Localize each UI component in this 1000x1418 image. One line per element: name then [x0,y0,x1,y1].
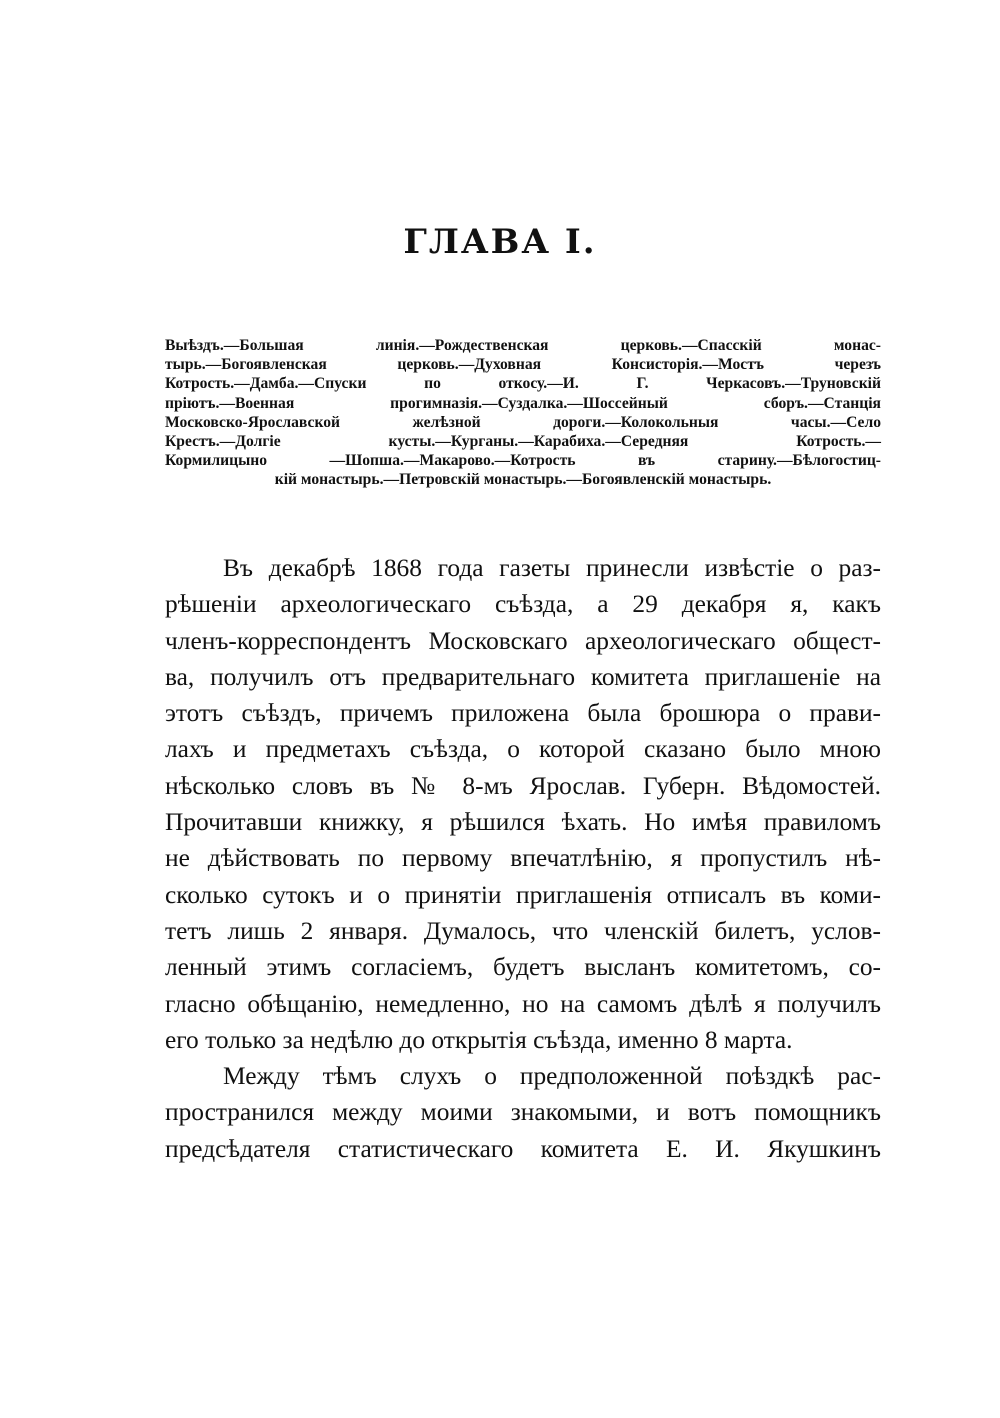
body-line: его только за недѣлю до открытія съѣзда, именно 8 марта. [165,1025,793,1054]
body-line: Между тѣмъ слухъ о предположенной поѣздкѣ рас- [223,1062,881,1091]
summary-line: Кормилицыно —Шопша.—Макарово.—Котрость въ старину.—Бѣлогостиц- [165,452,881,470]
body-line: нѣсколько словъ въ № 8-мъ Ярослав. Губерн. Вѣдомостей. [165,771,881,800]
summary-line: Котрость.—Дамба.—Спуски по откосу.—И. Г. Черкасовъ.—Труновскій [165,375,881,393]
body-line: рѣшеніи археологическаго съѣзда, а 29 декабря я, какъ [165,590,881,619]
body-line: тетъ лишь 2 января. Думалось, что членскій билетъ, услов- [165,916,881,945]
body-line: лахъ и предметахъ съѣзда, о которой сказано было мною [165,735,881,764]
body-line: Въ декабрѣ 1868 года газеты принесли извѣстіе о раз- [223,554,881,582]
body-line: ленный этимъ согласіемъ, будетъ высланъ комитетомъ, со- [165,953,881,982]
summary-line: Московско-Ярославской желѣзной дороги.—Колокольныя часы.—Село [165,413,881,431]
summary-line: кій монастырь.—Петровскій монастырь.—Богоявленскій монастырь. [274,471,772,489]
body-line: Прочитавши книжку, я рѣшился ѣхать. Но имѣя правиломъ [165,808,881,837]
body-line: членъ-корреспондентъ Московскаго археологическаго общест- [165,626,881,655]
body-line: предсѣдателя статистическаго комитета Е. И. Якушкинъ [165,1134,881,1163]
summary-line: пріютъ.—Военная прогимназія.—Суздалка.—Шоссейный сборъ.—Станція [165,394,881,412]
chapter-title: ГЛАВА I. [403,222,597,262]
body-line: пространился между моими знакомыми, и вотъ помощникъ [165,1098,881,1127]
body-line: ва, получилъ отъ предварительнаго комитета приглашеніе на [165,662,881,691]
body-line: этотъ съѣздъ, причемъ приложена была брошюра о прави- [165,699,881,728]
summary-line: тырь.—Богоявленская церковь.—Духовная Консисторія.—Мостъ черезъ [165,356,881,374]
body-line: сколько сутокъ и о принятіи приглашенія отписалъ въ коми- [165,880,881,909]
body-text [165,550,881,1167]
body-line: гласно обѣщанію, немедленно, но на самомъ дѣлѣ я получилъ [165,989,881,1018]
summary-line: Выѣздъ.—Большая линія.—Рождественская церковь.—Спасскій монас- [165,337,881,354]
body-line: не дѣйствовать по первому впечатлѣнію, я пропустилъ нѣ- [165,844,881,873]
chapter-summary [165,336,881,490]
summary-line: Крестъ.—Долгіе кусты.—Курганы.—Карабиха.—Середняя Котрость.— [165,432,881,450]
